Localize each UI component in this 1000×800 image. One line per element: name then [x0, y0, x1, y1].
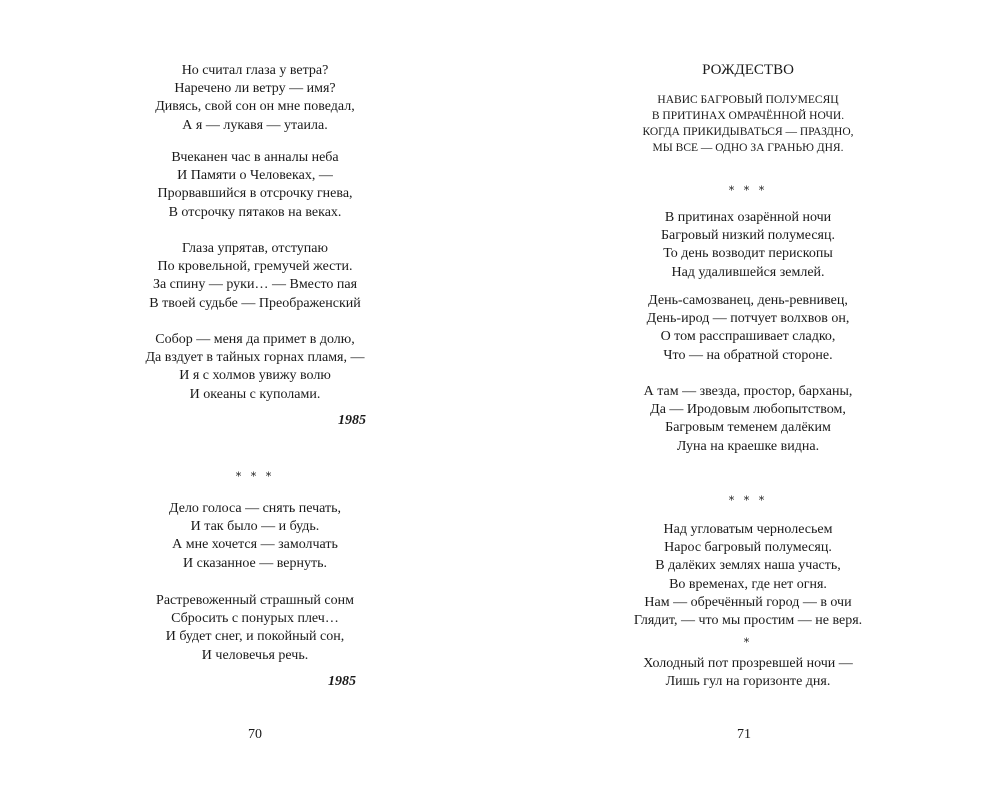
verse-line: Вчеканен час в анналы неба — [171, 150, 339, 165]
verse-line: И океаны с куполами. — [189, 386, 321, 402]
verse-line: Дивясь, свой сон он мне поведал, — [155, 99, 355, 115]
verse-line: А там — звезда, простор, барханы, — [643, 384, 853, 399]
verse-line: И Памяти о Человеках, — — [177, 168, 333, 184]
verse-line: Багровый низкий полумесяц. — [661, 228, 835, 244]
section-separator: * * * — [728, 494, 768, 507]
stanza — [548, 209, 948, 282]
verse-line: День-ирод — потчует волхвов он, — [646, 311, 850, 327]
verse-line: Что — на обратной стороне. — [663, 347, 833, 363]
verse-line: По кровельной, гремучей жести. — [157, 259, 353, 275]
verse-line: И я с холмов увижу волю — [179, 368, 331, 384]
verse-line: Глаза упрятав, отступаю — [182, 241, 328, 256]
verse-line: За спину — руки… — Вместо пая — [152, 277, 358, 293]
stanza — [55, 240, 455, 313]
verse-line: А мне хочется — замолчать — [172, 537, 338, 553]
verse-line: Нам — обречённый город — в очи — [644, 594, 852, 610]
verse-line: О том расспрашивает сладко, — [660, 329, 836, 345]
right-page — [500, 0, 1000, 800]
stanza — [548, 383, 948, 456]
verse-line: Растревоженный страшный сонм — [156, 593, 354, 608]
verse-line: В твоей судьбе — Преображенский — [149, 295, 361, 311]
verse-line: Над удалившейся землей. — [671, 264, 825, 280]
verse-line: Над угловатым чернолесьем — [663, 522, 833, 537]
stanza — [55, 149, 455, 222]
verse-line: Но считал глаза у ветра? — [181, 63, 329, 78]
stanza — [55, 592, 455, 665]
epigraph-line: НАВИС БАГРОВЫЙ ПОЛУМЕСЯЦ — [657, 94, 839, 106]
poem-title: РОЖДЕСТВО — [702, 62, 794, 78]
section-separator: * * * — [728, 184, 768, 197]
epigraph-line: КОГДА ПРИКИДЫВАТЬСЯ — ПРАЗДНО, — [642, 126, 854, 138]
verse-line: В отсрочку пятаков на веках. — [168, 204, 342, 220]
verse-line: В далёких землях наша участь, — [655, 558, 841, 574]
verse-line: И сказанное — вернуть. — [183, 555, 327, 571]
verse-line: Наречено ли ветру — имя? — [174, 81, 336, 97]
verse-line: И так было — и будь. — [190, 519, 320, 535]
verse-line: Сбросить с понурых плеч… — [171, 611, 339, 627]
verse-line: Дело голоса — снять печать, — [169, 501, 341, 516]
verse-line: Во временах, где нет огня. — [669, 576, 827, 592]
poem-year: 1985 — [338, 413, 366, 428]
verse-line: Лишь гул на горизонте дня. — [665, 674, 831, 690]
stanza — [55, 500, 455, 573]
verse-line: То день возводит перископы — [663, 246, 833, 262]
verse-line: Прорвавшийся в отсрочку гнева, — [157, 186, 353, 202]
verse-line: И будет снег, и покойный сон, — [165, 629, 345, 645]
verse-line: А я — лукавя — утаила. — [182, 117, 328, 133]
verse-line: И человечья речь. — [201, 647, 309, 663]
verse-line: Собор — меня да примет в долю, — [155, 332, 355, 347]
stanza-separator: * — [743, 636, 753, 649]
epigraph-line: МЫ ВСЕ — ОДНО ЗА ГРАНЬЮ ДНЯ. — [652, 142, 844, 154]
epigraph — [548, 92, 948, 156]
stanza — [548, 292, 948, 365]
epigraph-line: В ПРИТИНАХ ОМРАЧЁННОЙ НОЧИ. — [651, 110, 845, 122]
verse-line: В притинах озарённой ночи — [664, 210, 832, 225]
page-number: 71 — [737, 727, 751, 742]
stanza — [548, 655, 948, 691]
verse-line: Луна на краешке видна. — [676, 438, 820, 454]
poem-year: 1985 — [328, 674, 356, 689]
verse-line: Да вздует в тайных горнах пламя, — — [145, 350, 365, 366]
verse-line: День-самозванец, день-ревнивец, — [648, 293, 848, 308]
stanza — [55, 331, 455, 404]
section-separator: * * * — [235, 470, 275, 483]
verse-line: Да — Иродовым любопытством, — [650, 402, 846, 418]
verse-line: Глядит, — что мы простим — не веря. — [633, 613, 863, 629]
page-number: 70 — [248, 727, 262, 742]
verse-line: Багровым теменем далёким — [665, 420, 831, 436]
verse-line: Холодный пот прозревшей ночи — — [643, 656, 853, 671]
stanza — [55, 62, 455, 135]
verse-line: Нарос багровый полумесяц. — [664, 540, 832, 556]
stanza — [548, 521, 948, 630]
